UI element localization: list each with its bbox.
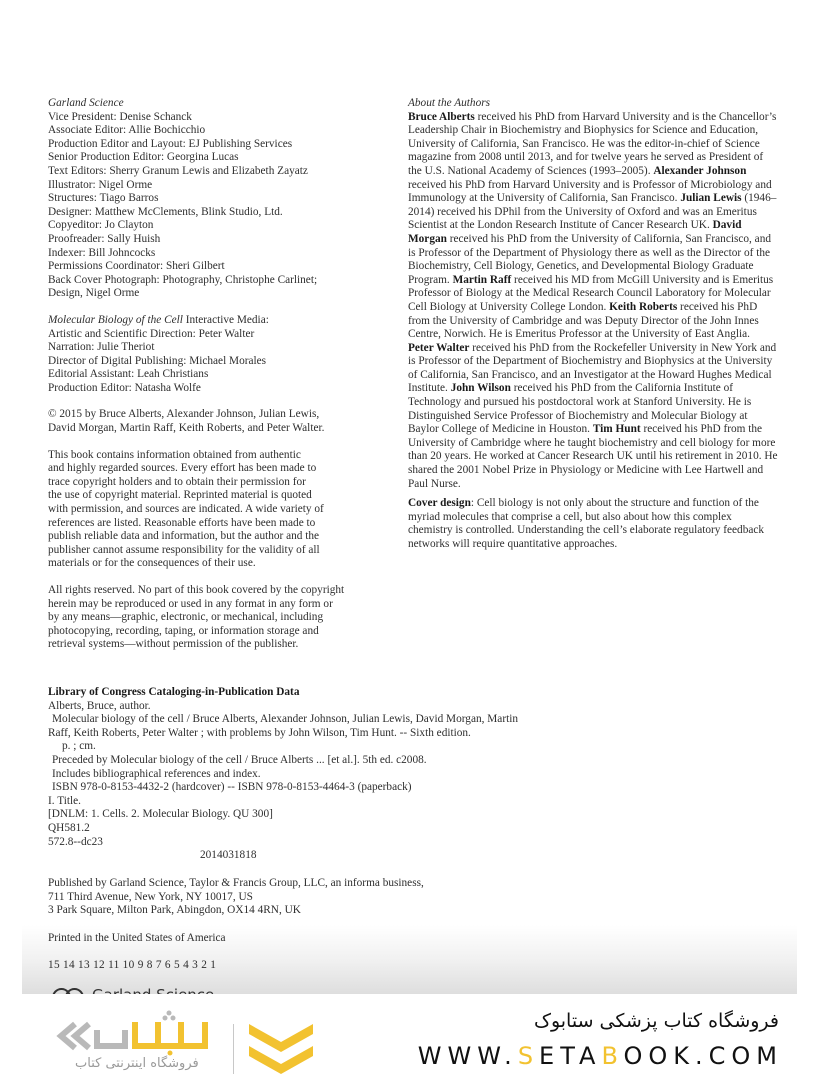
disclaimer-paragraph xyxy=(48,449,398,571)
staff-line: Design, Nigel Orme xyxy=(48,287,140,300)
staff-line: Permissions Coordinator: Sheri Gilbert xyxy=(48,260,225,273)
author-name: John Wilson xyxy=(450,382,511,395)
disclaimer-line: the use of copyright material. Reprinted material is quoted xyxy=(48,489,312,502)
rights-paragraph xyxy=(48,584,398,652)
staff-line: Proofreader: Sally Huish xyxy=(48,232,161,245)
cip-line: [DNLM: 1. Cells. 2. Molecular Biology. QU 300] xyxy=(48,808,273,821)
staff-line: Designer: Matthew McClements, Blink Studio, Ltd. xyxy=(48,205,283,218)
author-name: Julian Lewis xyxy=(680,192,742,205)
staff-line: Associate Editor: Allie Bochicchio xyxy=(48,124,206,137)
publisher-heading: Garland Science xyxy=(48,97,124,109)
publisher-line: 711 Third Avenue, New York, NY 10017, US xyxy=(48,890,253,903)
staff-line: Senior Production Editor: Georgina Lucas xyxy=(48,151,239,164)
authors-bios xyxy=(408,111,778,492)
cover-design-label: Cover design xyxy=(408,497,471,510)
cip-line: p. ; cm. xyxy=(62,740,96,753)
disclaimer-line: materials or for the consequences of their use. xyxy=(48,557,256,570)
staff-line: Text Editors: Sherry Granum Lewis and Elizabeth Zayatz xyxy=(48,164,308,177)
disclaimer-line: and highly regarded sources. Every effort has been made to xyxy=(48,462,317,475)
disclaimer-line: with permission, and sources are indicated. A wide variety of xyxy=(48,503,324,516)
right-column xyxy=(408,97,778,552)
disclaimer-line: trace copyright holders and to obtain their permission for xyxy=(48,475,306,488)
media-heading-title: Molecular Biology of the Cell xyxy=(48,313,183,326)
shop-title: فروشگاه کتاب پزشکی ستابوک xyxy=(533,1010,779,1032)
staff-line: Copyeditor: Jo Clayton xyxy=(48,219,154,232)
copyright-notice xyxy=(48,408,398,435)
cip-line: I. Title. xyxy=(48,794,81,807)
media-staff-line: Narration: Julie Theriot xyxy=(48,341,155,354)
cover-design-paragraph xyxy=(408,497,778,551)
staff-line: Vice President: Denise Schanck xyxy=(48,110,192,123)
cip-line: 572.8--dc23 xyxy=(48,835,103,848)
cip-line: Includes bibliographical references and index. xyxy=(52,767,261,780)
author-bio: (1946–2014) received his DPhil from the University of Oxford and was an Emeritus Scientist at the London Research Institute of Cancer Research UK. xyxy=(408,192,777,232)
staff-line: Illustrator: Nigel Orme xyxy=(48,178,153,191)
author-bio: received his PhD from the University of California, San Francisco, and is Professor of the Department of Physiology there as well as the Director of the Biochemistry, Cell Biology, Genetics, and Developmental Biology Graduate Program. xyxy=(408,232,771,286)
url-highlight: B xyxy=(601,1042,624,1070)
author-bio: received his PhD from Harvard University and is the Chancellor’s Leadership Chair in Biochemistry and Biophysics for Science and Education, University of California, San Francisco. He was the editor-in-chief of Science magazine from 2008 until 2013, and for twelve years he served as President of the U.S. National Academy of Sciences (1993–2005). xyxy=(408,110,777,177)
cip-line: Alberts, Bruce, author. xyxy=(48,699,151,712)
url-part: ETA xyxy=(539,1042,602,1070)
staff-line: Production Editor and Layout: EJ Publishing Services xyxy=(48,137,293,150)
rights-line: by any means—graphic, electronic, or mechanical, including xyxy=(48,611,324,624)
logo-divider xyxy=(233,1024,234,1074)
publisher-info xyxy=(48,877,768,918)
media-heading xyxy=(48,314,398,328)
media-heading-rest: Interactive Media: xyxy=(182,313,269,326)
setabook-chevron-icon xyxy=(245,1020,317,1078)
author-name: Martin Raff xyxy=(452,273,512,286)
author-bio: received his PhD from the Rockefeller University in New York and is Professor of the Department of Biochemistry and Biophysics at the University of California, San Francisco, and an Investigator at the Howard Hughes Medical Institute. xyxy=(408,341,777,395)
copyright-page xyxy=(22,0,797,994)
cip-line: ISBN 978-0-8153-4432-2 (hardcover) -- ISBN 978-0-8153-4464-3 (paperback) xyxy=(52,781,412,794)
media-staff-list xyxy=(48,328,398,396)
author-bio: received his PhD from the California Institute of Technology and pursued his postdoctoral work at Stanford University. He is Distinguished Service Professor of Biochemistry and Molecular Biology at Baylor College of Medicine in Houston. xyxy=(408,382,752,436)
cip-line: Molecular biology of the cell / Bruce Alberts, Alexander Johnson, Julian Lewis, David Morgan, Martin xyxy=(52,713,519,726)
cip-line: Preceded by Molecular biology of the cell / Bruce Alberts ... [et al.]. 5th ed. c2008. xyxy=(52,753,427,766)
disclaimer-line: references are listed. Reasonable efforts have been made to xyxy=(48,516,316,529)
rights-line: retrieval systems—without permission of the publisher. xyxy=(48,638,299,651)
author-name: Bruce Alberts xyxy=(408,110,475,123)
rights-line: photocopying, recording, taping, or information storage and xyxy=(48,624,319,637)
author-name: Peter Walter xyxy=(408,341,470,354)
setabook-subtitle: فروشگاه اینترنتی کتاب xyxy=(75,1056,199,1071)
setabook-wordmark-icon xyxy=(55,1016,225,1056)
url-part: WWW. xyxy=(417,1042,518,1070)
cip-data xyxy=(48,686,768,863)
media-staff-line: Artistic and Scientific Direction: Peter Walter xyxy=(48,327,255,340)
staff-line: Back Cover Photograph: Photography, Christophe Carlinet; xyxy=(48,273,318,286)
cip-control-number: 2014031818 xyxy=(200,849,257,862)
copyright-line: David Morgan, Martin Raff, Keith Roberts, and Peter Walter. xyxy=(48,422,325,435)
author-bio: received his PhD from the University of Cambridge and was Deputy Director of the John Innes Centre, Norwich. He is Emeritus Professor at the University of East Anglia. xyxy=(408,300,759,341)
cip-heading: Library of Congress Cataloging-in-Publication Data xyxy=(48,686,300,698)
url-part: OOK.COM xyxy=(623,1042,783,1070)
publisher-line: Published by Garland Science, Taylor & Francis Group, LLC, an informa business, xyxy=(48,877,424,889)
staff-list xyxy=(48,111,398,301)
disclaimer-line: This book contains information obtained from authentic xyxy=(48,448,301,461)
cover-design-text: : Cell biology is not only about the structure and function of the myriad molecules that comprise a cell, but also about how this complex chemistry is controlled. Understanding the cell’s elaborate regulatory feedback networks will require quantitative approaches. xyxy=(408,497,765,550)
media-staff-line: Director of Digital Publishing: Michael Morales xyxy=(48,354,267,367)
copyright-line: © 2015 by Bruce Alberts, Alexander Johnson, Julian Lewis, xyxy=(48,408,320,421)
printed-in: Printed in the United States of America xyxy=(48,932,226,944)
author-bio: received his MD from McGill University and is Emeritus Professor of Biology at the Medical Research Council Laboratory for Molecular Cell Biology at University College London. xyxy=(408,273,774,313)
author-bio: received his PhD from Harvard University and is Professor of Microbiology and Immunology at the University of California, San Francisco. xyxy=(408,178,772,205)
media-staff-line: Production Editor: Natasha Wolfe xyxy=(48,381,201,394)
authors-heading: About the Authors xyxy=(408,97,491,109)
author-name: Alexander Johnson xyxy=(653,164,747,177)
staff-line: Structures: Tiago Barros xyxy=(48,192,159,205)
author-name: Keith Roberts xyxy=(609,300,678,313)
cip-line: Raff, Keith Roberts, Peter Walter ; with problems by John Wilson, Tim Hunt. -- Sixth edition. xyxy=(48,726,471,739)
left-column xyxy=(48,97,398,652)
disclaimer-line: publisher cannot assume responsibility for the validity of all xyxy=(48,543,320,556)
author-name: David Morgan xyxy=(408,219,742,245)
author-name: Tim Hunt xyxy=(592,423,641,436)
author-bio: received his PhD from the University of Cambridge where he taught biochemistry and cell biology for more than 20 years. He worked at Cancer Research UK until his retirement in 2010. He shared the 2001 Nobel Prize in Physiology or Medicine with Lee Hartwell and Paul Nurse. xyxy=(408,423,778,490)
disclaimer-line: publish reliable data and information, but the author and the xyxy=(48,530,320,543)
print-number-line: 15 14 13 12 11 10 9 8 7 6 5 4 3 2 1 xyxy=(48,959,217,971)
rights-line: herein may be reproduced or used in any format in any form or xyxy=(48,597,333,610)
shop-url[interactable] xyxy=(418,1042,783,1070)
url-highlight: S xyxy=(517,1042,540,1070)
media-staff-line: Editorial Assistant: Leah Christians xyxy=(48,368,209,381)
setabook-logo xyxy=(55,1016,325,1076)
publisher-line: 3 Park Square, Milton Park, Abingdon, OX14 4RN, UK xyxy=(48,904,301,917)
staff-line: Indexer: Bill Johncocks xyxy=(48,246,156,259)
rights-line: All rights reserved. No part of this book covered by the copyright xyxy=(48,584,345,596)
cip-line: QH581.2 xyxy=(48,821,90,834)
